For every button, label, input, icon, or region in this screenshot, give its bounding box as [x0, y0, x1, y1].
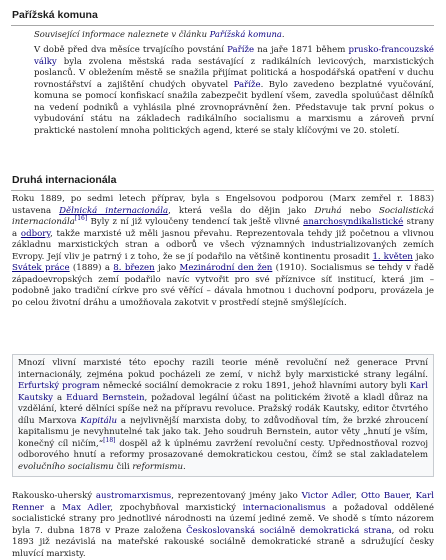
link-prusko-francouzska-valka[interactable]: prusko-francouzské války	[34, 45, 434, 67]
link-erfurtsky-program[interactable]: Erfurtský program	[18, 381, 100, 391]
link-victor-adler[interactable]: Victor Adler	[301, 491, 355, 501]
link-1-kveten[interactable]: 1. květen	[372, 251, 413, 262]
link-karl-kautsky[interactable]: Karl Kautsky	[18, 381, 429, 403]
section-divider	[11, 190, 434, 191]
section-divider	[11, 25, 434, 26]
paragraph-internacionala-2: Mnozí vlivní marxisté této epochy razili teorie méně revoluční než generace První internacionály, zejména pokud pocházeli ze zemí, v nichž byly marxistické strany legální. Erfurtský program německé sociální demokracie z roku 1891, jehož hlavními autory byli Karl Kautsky a Eduard Bernstein, požadoval legální účast na politickém životě a kladl důraz na vzdělání, které dělníci spíše než na přípravu revoluce. Pražský rodák Kautsky, editor čtvrtého dílu Marxova Kapitálu a nejvlivnější marxista doby, to zdůvodňoval tím, že brzké zhroucení kapitalismu je nevyhnutelné tak jako tak. Jeho soudruh Bernstein, autor věty „hnutí je vším, konečný cíl ničím,“[18] dospěl až k úplnému zavržení revoluční cesty. Upřednostňoval rozvoj odborového hnutí a reformy prosazované demokratickou cestou, čímž se stal zakladatelem evolučního socialismu čili reformismu.	[12, 354, 434, 477]
link-kapital[interactable]: Kapitálu	[80, 415, 118, 426]
link-pariz[interactable]: Paříže	[227, 45, 255, 55]
link-8-brezen[interactable]: 8. březen	[113, 263, 155, 273]
link-delnicka-internacionala[interactable]: Dělnická internacionála	[59, 205, 169, 216]
section-heading-internacionala: Druhá internacionála	[12, 174, 117, 186]
link-svatek-prace[interactable]: Svátek práce	[12, 263, 70, 273]
paragraph-internacionala-1: Roku 1889, po sedmi letech příprav, byla s Engelsovou podporou (Marx zemřel r. 1883) ustavena Dělnická internacionála, která vešla do dějin jako Druhá nebo Socialistická internacionála[16] Byly z ní již vyloučeny tendencí tak ještě vlivné anarchosyndikalistické strany a odbory, takže marxisté už měli jasnou převahu. Reprezentovala tehdy již početnou a vlivnou základnu marxistických stran a odborů ve všech významných industrializovaných zemích Evropy. Její vliv je patrný i z toho, že se jí podařilo na většině kontinentu prosadit 1. květen jako Svátek práce (1889) a 8. březen jako Mezinárodní den žen (1910). Socialismus se tehdy v řadě západoevropských zemí podařilo navíc vytvořit pro své příznivce síť institucí, která jim – podobně jako tradiční církve pro své věřící – dávala hmotnou i duchovní podporu, provázela je po celou životní dráhu a umožňovala zakotvit v prostředí stejně smýšlejících.	[12, 194, 435, 308]
link-karl-renner[interactable]: Karl Renner	[12, 491, 434, 513]
link-anarchosyndikalisticke[interactable]: anarchosyndikalistické	[303, 217, 404, 227]
link-parizska-komuna[interactable]: Pařížská komuna	[209, 29, 282, 39]
link-pariz-2[interactable]: Paříže	[233, 79, 261, 90]
hatnote: Související informace naleznete v článku Pařížská komuna.	[34, 29, 285, 39]
link-otto-bauer[interactable]: Otto Bauer	[360, 491, 410, 501]
link-austromarxismus[interactable]: austromarxismus	[95, 491, 172, 501]
link-ceskoslovanska-socialne-demokraticka-strana[interactable]: Českoslovanská sociálně demokratická strana	[186, 525, 392, 536]
link-eduard-bernstein[interactable]: Eduard Bernstein	[66, 392, 145, 403]
link-mezinarodni-den-zen[interactable]: Mezinárodní den žen	[179, 263, 273, 273]
section-heading-pariz: Pařížská komuna	[12, 9, 98, 21]
link-max-adler[interactable]: Max Adler	[62, 502, 111, 513]
paragraph-pariz: V době před dva měsíce trvajícího povstání Paříže na jaře 1871 během prusko-francouzské války byla zvolena městská rada sestávající z radikálních levicových, marxistických poslanců. V obležením městě se snažila přijímat politická a hospodářská opatření v duchu rovnostářství a zajištění chudých obyvatel Paříže. Bylo zavedeno bezplatné vyučování, komuna se pomocí konfiskací snažila zabezpečit bydlení všem, zavedla spoluúčast dělníků na vedení podniků a vyhlásila plné zrovnoprávnění žen. Představuje tak první pokus o vybudování státu na základech radikálního socialismu a marxismu a zároveň první praktické nastolení mnoha politických agend, které se staly klíčovými ve 20. století.	[34, 45, 434, 136]
citation-18[interactable]: [18]	[103, 436, 116, 444]
citation-16[interactable]: [16]	[74, 215, 88, 223]
link-internacionalismus[interactable]: internacionalismus	[242, 502, 326, 513]
paragraph-internacionala-3: Rakousko-uherský austromarxismus, reprezentovaný jmény jako Victor Adler, Otto Bauer, Karl Renner a Max Adler, zpochybňoval marxistický internacionalismus a požadoval oddělené socialistické strany pro jednotlivé národnosti na území jediné země. Ve shodě s tímto názorem byla 7. dubna 1878 v Praze založena Českoslovanská sociálně demokratická strana, od roku 1893 již nezávislá na mateřské rakouské sociálně demokratické straně a sdružující česky mluvící marxisty.	[12, 491, 434, 559]
link-odbory[interactable]: odbory	[20, 228, 51, 239]
